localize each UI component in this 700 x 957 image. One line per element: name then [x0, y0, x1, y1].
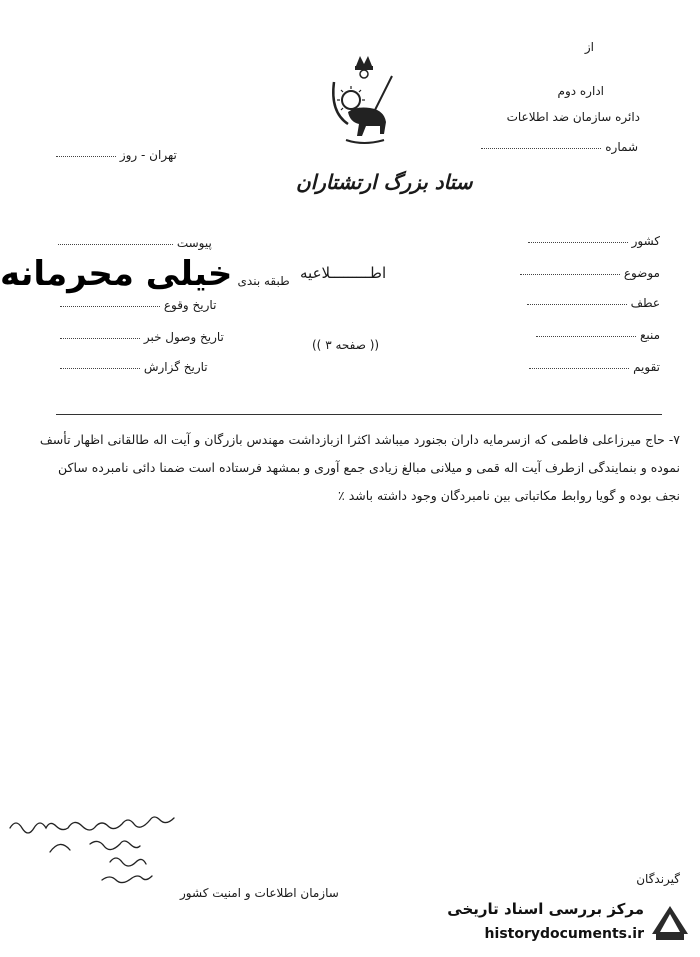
emblem-icon — [326, 52, 402, 152]
watermark-url: historydocuments.ir — [484, 926, 644, 942]
classification-field — [0, 254, 290, 294]
watermark-logo-icon — [648, 900, 692, 944]
savak-label: سازمان اطلاعات و امنیت کشور — [180, 886, 339, 900]
page-number: (( صفحه ۳ )) — [312, 338, 380, 352]
classification-stamp: خیلی محرمانه — [0, 254, 233, 294]
report-body — [0, 426, 680, 510]
receipt-date-field: تاریخ وصول خبر — [60, 330, 224, 344]
assessment-field: تقویم — [529, 360, 660, 374]
report-line-3: نجف بوده و گویا روابط مکاتباتی بین نامبردگان وجود داشته باشد ٪ — [338, 488, 680, 503]
item-number: ۷- — [668, 432, 680, 447]
reference-field: عطف — [527, 296, 660, 310]
report-line-2: نموده و بنمایندگی ازطرف آیت اله قمی و میلانی مبالغ زیادی جمع آوری و بمشهد فرستاده است ضمنا دائی نامبرده ساکن — [58, 460, 680, 475]
source-field: منبع — [536, 328, 660, 342]
watermark — [420, 898, 700, 954]
department-label: اداره دوم — [557, 84, 604, 98]
number-label: شماره — [481, 140, 638, 154]
from-label: از — [584, 40, 594, 54]
country-field: کشور — [528, 234, 660, 248]
report-line-1: ۷- حاج میرزاعلی فاطمی که ازسرمایه داران بجنورد میباشد اکثرا ازبازداشت مهندس بازرگان و آیت اله طالقانی اظهار تأسف — [39, 432, 680, 447]
watermark-title: مرکز بررسی اسناد تاریخی — [447, 900, 644, 918]
notice-title: اطـــــــــلاعیه — [300, 264, 387, 282]
classification-label: طبقه بندی — [237, 274, 290, 288]
subject-field: موضوع — [520, 266, 660, 280]
attachment-field: پیوست — [58, 236, 212, 250]
org-title: ستاد بزرگ ارتشتاران — [296, 170, 473, 194]
tehran-date: تهران - روز — [56, 148, 177, 162]
event-date-field: تاریخ وقوع — [60, 298, 216, 312]
directorate-label: دائره سازمان ضد اطلاعات — [506, 110, 640, 124]
handwritten-note — [0, 800, 250, 890]
report-date-field: تاریخ گزارش — [60, 360, 208, 374]
divider-line — [56, 414, 662, 415]
recipients-label: گیرندگان — [636, 872, 680, 886]
